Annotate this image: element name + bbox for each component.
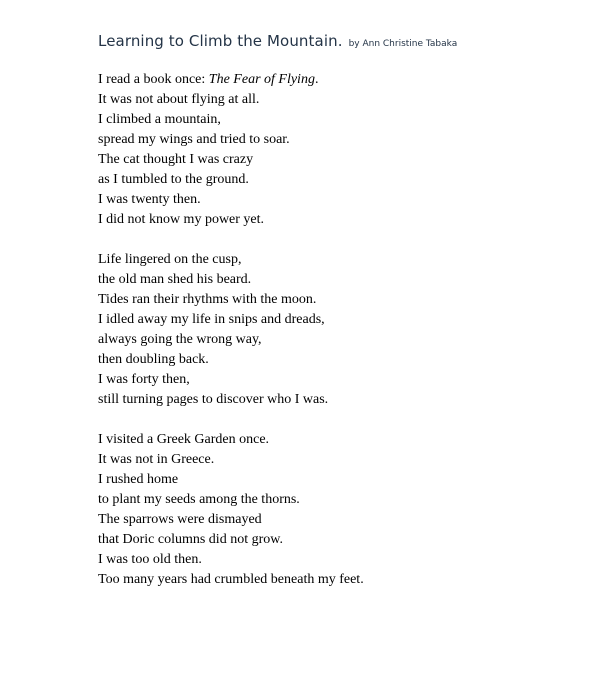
poem-line: still turning pages to discover who I was. <box>98 392 329 407</box>
poem-line: I was too old then. <box>98 552 202 567</box>
poem-line: I idled away my life in snips and dreads, <box>98 312 325 327</box>
poem-body <box>98 70 364 610</box>
poem-line: Too many years had crumbled beneath my feet. <box>98 572 364 587</box>
poem-line: that Doric columns did not grow. <box>98 532 283 547</box>
poem-line: Life lingered on the cusp, <box>98 252 242 267</box>
poem-line: as I tumbled to the ground. <box>98 172 249 187</box>
line-text: I read a book once: <box>98 72 209 87</box>
poem-line: The sparrows were dismayed <box>98 512 262 527</box>
poem-line: Tides ran their rhythms with the moon. <box>98 292 317 307</box>
poem-line <box>98 70 364 90</box>
poem-line: It was not about flying at all. <box>98 92 260 107</box>
poem-heading <box>98 32 457 51</box>
stanza-3 <box>98 430 364 590</box>
poem-line: I rushed home <box>98 472 179 487</box>
poem-line: I was forty then, <box>98 372 190 387</box>
poem-line: to plant my seeds among the thorns. <box>98 492 300 507</box>
poem-line: I climbed a mountain, <box>98 112 221 127</box>
poem-line: I did not know my power yet. <box>98 212 265 227</box>
poem-line: I visited a Greek Garden once. <box>98 432 270 447</box>
poem-line: I was twenty then. <box>98 192 201 207</box>
poem-line: then doubling back. <box>98 352 209 367</box>
author-byline: by Ann Christine Tabaka <box>348 39 458 49</box>
poem-line: It was not in Greece. <box>98 452 215 467</box>
poem-title: Learning to Climb the Mountain. <box>98 32 343 50</box>
book-title: The Fear of Flying <box>208 72 315 87</box>
stanza-1 <box>98 70 364 230</box>
stanza-2 <box>98 250 364 410</box>
poem-line: always going the wrong way, <box>98 332 262 347</box>
line-punctuation: . <box>314 72 319 87</box>
poem-line: spread my wings and tried to soar. <box>98 132 290 147</box>
poem-line: The cat thought I was crazy <box>98 152 254 167</box>
poem-line: the old man shed his beard. <box>98 272 252 287</box>
